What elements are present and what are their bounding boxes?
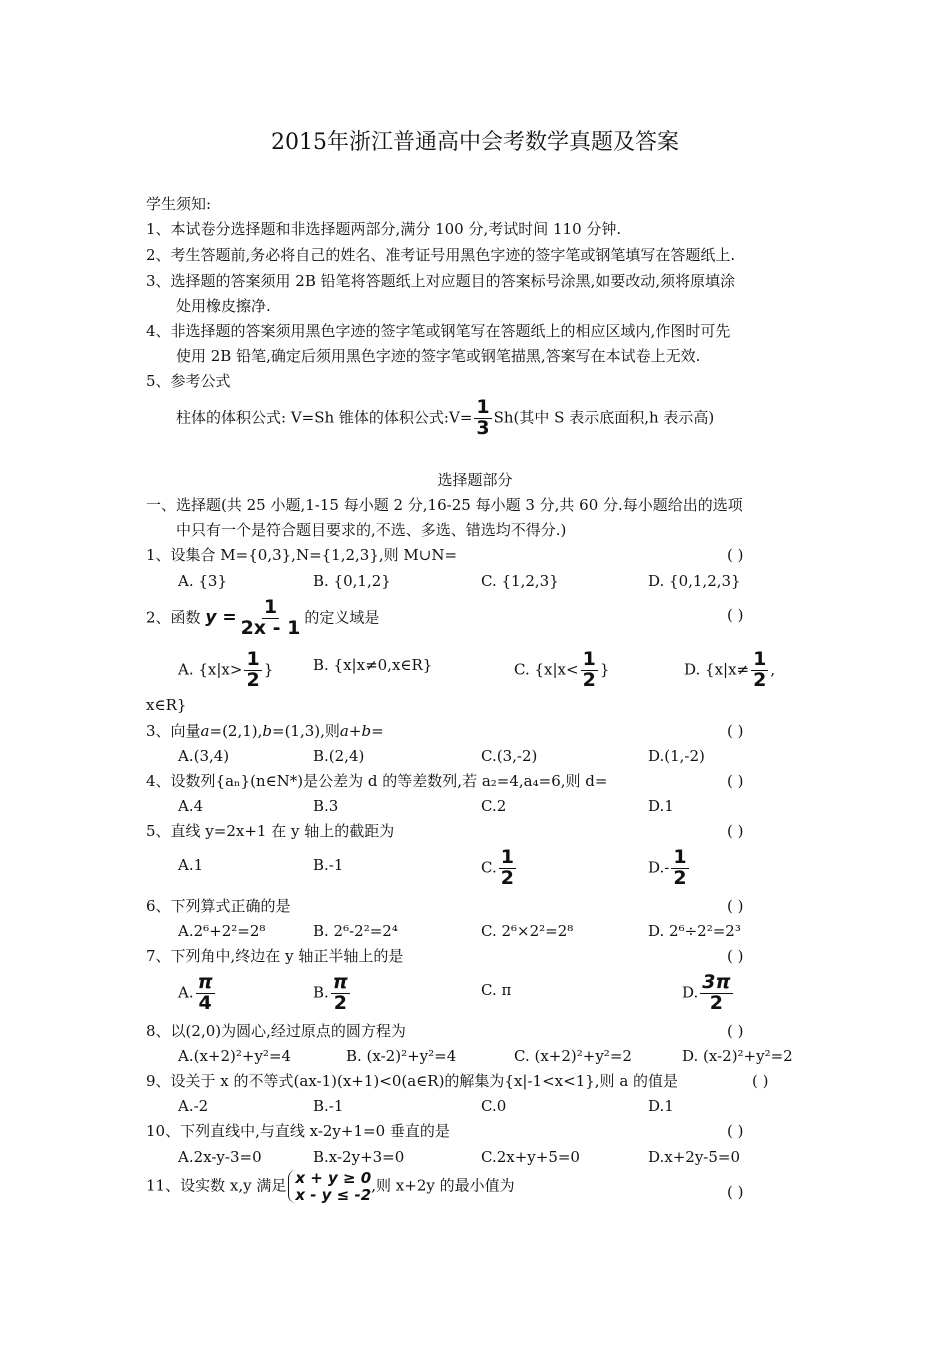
q5-c-label: C. xyxy=(481,858,497,877)
q4-option-d: D.1 xyxy=(648,797,674,815)
q2-c-pre: C. {x|x< xyxy=(514,660,579,679)
frac-den: 2 xyxy=(709,991,723,1014)
q9-stem: 9、设关于 x 的不等式(ax-1)(x+1)<0(a∈R)的解集为{x|-1<x<1},则 a 的值是 xyxy=(146,1072,679,1090)
q7-option-b xyxy=(313,973,352,1014)
q8-option-b: B. (x-2)²+y²=4 xyxy=(346,1047,457,1065)
q6-option-c: C. 2⁶×2²=2⁸ xyxy=(481,922,574,940)
equals-sign: = xyxy=(371,722,384,740)
q8-answer-paren: ( ) xyxy=(727,1022,744,1040)
vector-a: a xyxy=(339,722,349,740)
q3-option-b: B.(2,4) xyxy=(313,747,365,765)
volume-formula xyxy=(176,398,714,439)
q11-stem-pre: 11、设实数 x,y 满足 xyxy=(146,1176,287,1195)
half-fraction xyxy=(244,650,261,691)
q11-stem-post: ,则 x+2y 的最小值为 xyxy=(371,1176,515,1195)
q6-option-b: B. 2⁶-2²=2⁴ xyxy=(313,922,398,940)
vector-b: b xyxy=(262,722,273,740)
q7-a-label: A. xyxy=(178,983,194,1002)
q11-stem xyxy=(146,1170,515,1203)
q7-stem: 7、下列角中,终边在 y 轴正半轴上的是 xyxy=(146,947,404,965)
vector-a: a xyxy=(200,722,210,740)
section-intro-2: 中只有一个是符合题目要求的,不选、多选、错选均不得分.) xyxy=(176,521,567,539)
formula-suffix: Sh(其中 S 表示底面积,h 表示高) xyxy=(493,408,715,427)
q1-option-a: A. {3} xyxy=(178,572,227,590)
q2-stem-post: 的定义域是 xyxy=(304,608,380,627)
q5-option-b: B.-1 xyxy=(313,856,344,874)
q7-answer-paren: ( ) xyxy=(727,947,744,965)
q2-a-pre: A. {x|x> xyxy=(178,660,243,679)
q10-option-b: B.x-2y+3=0 xyxy=(313,1148,405,1166)
frac-num: 1 xyxy=(753,648,767,670)
page-title: 2015年浙江普通高中会考数学真题及答案 xyxy=(271,130,679,155)
q2-d-pre: D. {x|x≠ xyxy=(684,660,750,679)
q3-mid1: =(2,1), xyxy=(209,722,263,740)
q5-stem: 5、直线 y=2x+1 在 y 轴上的截距为 xyxy=(146,822,395,840)
q6-option-d: D. 2⁶÷2²=2³ xyxy=(648,922,741,940)
frac-den: 2 xyxy=(333,991,347,1014)
inequality-line-1: x + y ≥ 0 xyxy=(295,1169,372,1187)
q6-stem: 6、下列算式正确的是 xyxy=(146,897,291,915)
q9-option-d: D.1 xyxy=(648,1097,674,1115)
half-fraction xyxy=(499,848,516,889)
q7-option-d xyxy=(682,973,735,1014)
formula-prefix: 柱体的体积公式: V=Sh 锥体的体积公式:V= xyxy=(176,408,473,427)
plus-sign: + xyxy=(348,722,362,740)
frac-num: π xyxy=(197,971,213,993)
q7-option-c: C. π xyxy=(481,981,512,999)
notice-heading: 学生须知: xyxy=(146,195,212,213)
three-pi-over-2-fraction xyxy=(700,973,732,1014)
q2-a-post: } xyxy=(263,660,274,679)
q2-d-post: , xyxy=(770,660,776,679)
q2-option-a xyxy=(178,650,273,691)
q4-answer-paren: ( ) xyxy=(727,772,744,790)
q2-option-d-wrap: x∈R} xyxy=(146,696,187,714)
one-third-fraction xyxy=(474,398,491,439)
q5-answer-paren: ( ) xyxy=(727,822,744,840)
pi-over-4-fraction xyxy=(196,973,215,1014)
notice-item-2: 2、考生答题前,务必将自己的姓名、准考证号用黑色字迹的签字笔或钢笔填写在答题纸上. xyxy=(146,246,736,264)
frac-den: 2 xyxy=(500,866,514,889)
q9-answer-paren: ( ) xyxy=(752,1072,769,1090)
q2-stem-pre: 2、函数 xyxy=(146,608,201,627)
frac-den: 3 xyxy=(476,416,490,439)
q7-b-label: B. xyxy=(313,983,329,1002)
q3-option-d: D.(1,-2) xyxy=(648,747,705,765)
q4-stem: 4、设数列{aₙ}(n∈N*)是公差为 d 的等差数列,若 a₂=4,a₄=6,则 d= xyxy=(146,772,608,790)
q2-option-b: B. {x|x≠0,x∈R} xyxy=(313,656,433,674)
q8-stem: 8、以(2,0)为圆心,经过原点的圆方程为 xyxy=(146,1022,406,1040)
notice-item-4: 4、非选择题的答案须用黑色字迹的签字笔或钢笔写在答题纸上的相应区域内,作图时可先 xyxy=(146,322,731,340)
q3-option-a: A.(3,4) xyxy=(178,747,230,765)
q1-option-d: D. {0,1,2,3} xyxy=(648,572,741,590)
q2-option-c xyxy=(514,650,609,691)
q5-option-c xyxy=(481,848,518,889)
q3-answer-paren: ( ) xyxy=(727,722,744,740)
half-fraction xyxy=(751,650,768,691)
inequality-line-2: x - y ≤ -2 xyxy=(295,1185,372,1204)
q1-answer-paren: ( ) xyxy=(727,546,744,564)
q2-c-post: } xyxy=(599,660,610,679)
q9-option-a: A.-2 xyxy=(178,1097,209,1115)
frac-num: 3π xyxy=(702,971,731,993)
q5-d-label: D.- xyxy=(648,858,670,877)
q5-option-a: A.1 xyxy=(178,856,204,874)
q2-stem xyxy=(146,598,379,639)
q3-option-c: C.(3,-2) xyxy=(481,747,538,765)
q10-option-a: A.2x-y-3=0 xyxy=(178,1148,262,1166)
frac-den: 2 xyxy=(753,668,767,691)
q7-d-label: D. xyxy=(682,983,699,1002)
q3-stem-pre: 3、向量 xyxy=(146,722,201,740)
frac-num: 1 xyxy=(246,648,260,670)
q10-option-d: D.x+2y-5=0 xyxy=(648,1148,741,1166)
q2-y-eq: y = xyxy=(205,607,237,628)
section-intro-1: 一、选择题(共 25 小题,1-15 每小题 2 分,16-25 每小题 3 分,共 60 分.每小题给出的选项 xyxy=(146,496,743,514)
q10-stem: 10、下列直线中,与直线 x-2y+1=0 垂直的是 xyxy=(146,1122,450,1140)
inequality-system xyxy=(288,1170,371,1203)
q8-option-d: D. (x-2)²+y²=2 xyxy=(682,1047,793,1065)
q3-mid2: =(1,3),则 xyxy=(272,722,340,740)
section-title: 选择题部分 xyxy=(437,471,513,489)
frac-num: 1 xyxy=(263,596,278,618)
frac-den: 2 xyxy=(582,668,596,691)
half-fraction xyxy=(581,650,598,691)
q8-option-c: C. (x+2)²+y²=2 xyxy=(514,1047,632,1065)
frac-den: 2 xyxy=(246,668,260,691)
q9-option-b: B.-1 xyxy=(313,1097,344,1115)
q4-option-b: B.3 xyxy=(313,797,339,815)
frac-num: π xyxy=(332,971,348,993)
notice-item-4-cont: 使用 2B 铅笔,确定后须用黑色字迹的签字笔或钢笔描黑,答案写在本试卷上无效. xyxy=(176,347,701,365)
q10-option-c: C.2x+y+5=0 xyxy=(481,1148,580,1166)
q2-option-d xyxy=(684,650,775,691)
notice-item-1: 1、本试卷分选择题和非选择题两部分,满分 100 分,考试时间 110 分钟. xyxy=(146,220,622,238)
q4-option-c: C.2 xyxy=(481,797,507,815)
frac-num: 1 xyxy=(500,846,514,868)
frac-num: 1 xyxy=(476,396,490,418)
notice-item-3: 3、选择题的答案须用 2B 铅笔将答题纸上对应题目的答案标号涂黑,如要改动,须将原填涂 xyxy=(146,272,736,290)
q11-answer-paren: ( ) xyxy=(727,1183,744,1201)
q4-option-a: A.4 xyxy=(178,797,204,815)
q1-option-b: B. {0,1,2} xyxy=(313,572,391,590)
vector-b: b xyxy=(361,722,372,740)
notice-item-5: 5、参考公式 xyxy=(146,372,231,390)
q2-function-fraction xyxy=(239,598,303,639)
frac-den: 4 xyxy=(198,991,212,1014)
q8-option-a: A.(x+2)²+y²=4 xyxy=(178,1047,292,1065)
pi-over-2-fraction xyxy=(331,973,350,1014)
half-fraction xyxy=(671,848,688,889)
q10-answer-paren: ( ) xyxy=(727,1122,744,1140)
q7-option-a xyxy=(178,973,217,1014)
notice-item-3-cont: 处用橡皮擦净. xyxy=(176,297,271,315)
frac-den: 2x - 1 xyxy=(240,616,301,639)
q1-option-c: C. {1,2,3} xyxy=(481,572,559,590)
q6-option-a: A.2⁶+2²=2⁸ xyxy=(178,922,266,940)
q5-option-d xyxy=(648,848,691,889)
frac-num: 1 xyxy=(582,648,596,670)
q3-stem xyxy=(146,722,384,740)
q1-stem: 1、设集合 M={0,3},N={1,2,3},则 M∪N= xyxy=(146,546,458,564)
frac-den: 2 xyxy=(673,866,687,889)
q6-answer-paren: ( ) xyxy=(727,897,744,915)
q9-option-c: C.0 xyxy=(481,1097,507,1115)
frac-num: 1 xyxy=(673,846,687,868)
q2-answer-paren: ( ) xyxy=(727,606,744,624)
